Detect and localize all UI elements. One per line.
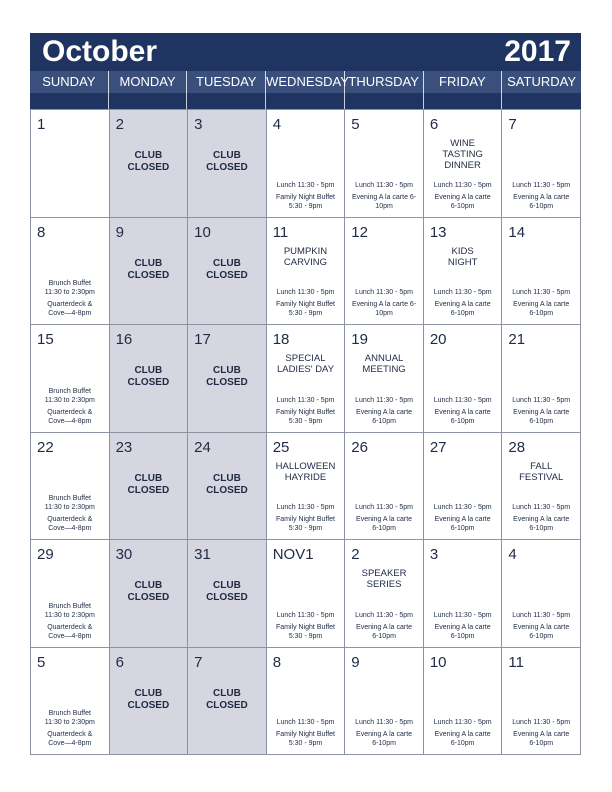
day-cell[interactable]	[31, 433, 110, 541]
club-closed-label: CLUB CLOSED	[206, 365, 248, 388]
day-number: 30	[115, 546, 133, 563]
dining-hours-line: Lunch 11:30 - 5pm	[433, 181, 492, 189]
day-number: 8	[37, 223, 46, 241]
dining-hours	[267, 608, 345, 641]
day-cell[interactable]	[31, 218, 110, 326]
dining-hours-line: Quarterdeck & Cove—4-8pm	[47, 731, 93, 747]
event-title: HALLOWEEN HAYRIDE	[275, 460, 336, 483]
dining-hours-line: Lunch 11:30 - 5pm	[433, 719, 492, 726]
day-number: 13	[429, 223, 447, 241]
day-cell[interactable]	[345, 433, 424, 541]
day-cell[interactable]	[424, 540, 503, 648]
dining-hours	[31, 384, 109, 426]
day-number: 23	[115, 438, 133, 456]
club-closed-label: CLUB CLOSED	[127, 472, 170, 496]
dining-hours	[424, 715, 502, 748]
day-cell[interactable]	[345, 540, 424, 648]
club-closed-label: CLUB CLOSED	[206, 257, 248, 281]
day-number: 29	[37, 546, 54, 563]
dining-hours-line: Lunch 11:30 - 5pm	[512, 396, 571, 404]
dining-hours-line: Lunch 11:30 - 5pm	[433, 504, 492, 511]
dining-hours-line: Evening A la carte 6-10pm	[513, 408, 570, 425]
day-number: 9	[351, 653, 360, 671]
club-closed-label: CLUB CLOSED	[127, 580, 170, 603]
day-number: 9	[115, 223, 124, 241]
dining-hours	[502, 608, 580, 641]
day-number: 25	[272, 438, 290, 456]
day-number: 12	[351, 223, 368, 241]
day-cell[interactable]	[31, 540, 110, 648]
dining-hours-line: Brunch Buffet 11:30 to 2:30pm	[44, 280, 95, 296]
dining-hours	[502, 715, 580, 748]
day-cell[interactable]	[424, 325, 503, 433]
day-cell-closed[interactable]	[110, 218, 189, 326]
dining-hours-line: Brunch Buffet 11:30 to 2:30pm	[44, 495, 95, 511]
dining-hours	[31, 706, 109, 748]
dining-hours-line: Lunch 11:30 - 5pm	[355, 504, 413, 511]
day-number: 22	[37, 438, 54, 456]
day-cell[interactable]	[424, 648, 503, 756]
year-title: 2017	[504, 35, 571, 68]
dining-hours	[345, 285, 423, 318]
day-cell[interactable]	[345, 648, 424, 756]
dining-hours-line: Family Night Buffet 5:30 - 9pm	[275, 731, 335, 747]
dining-hours-line: Lunch 11:30 - 5pm	[276, 181, 335, 189]
event-title: PUMPKIN CARVING	[283, 245, 328, 268]
club-closed-label: CLUB CLOSED	[206, 472, 248, 496]
day-cell[interactable]	[502, 540, 581, 648]
day-cell[interactable]	[31, 648, 110, 756]
event-title: SPEAKER SERIES	[361, 568, 407, 590]
day-cell-closed[interactable]	[110, 325, 189, 433]
weekday-saturday: SATURDAY	[507, 74, 576, 89]
dining-hours-line: Lunch 11:30 - 5pm	[512, 719, 571, 726]
day-number: 8	[272, 653, 282, 671]
dining-hours-line: Brunch Buffet 11:30 to 2:30pm	[44, 387, 95, 404]
weekday-tuesday: TUESDAY	[187, 71, 266, 93]
day-number: 18	[272, 331, 290, 348]
dining-hours-line: Evening A la carte 6-10pm	[434, 193, 491, 210]
club-closed-label: CLUB CLOSED	[206, 687, 248, 711]
dining-hours	[424, 500, 502, 533]
club-closed-label: CLUB CLOSED	[206, 580, 248, 603]
dining-hours	[345, 715, 423, 748]
day-cell[interactable]	[345, 110, 424, 218]
day-number: 27	[429, 438, 447, 456]
day-cell[interactable]	[424, 110, 503, 218]
dining-hours-line: Evening A la carte 6-10pm	[434, 301, 491, 317]
dining-hours-line: Evening A la carte 6-10pm	[351, 193, 417, 210]
day-cell-closed[interactable]	[110, 540, 189, 648]
day-number: 7	[194, 653, 203, 671]
dining-hours-line: Lunch 11:30 - 5pm	[355, 289, 413, 296]
day-cell[interactable]	[267, 648, 346, 756]
dining-hours-line: Family Night Buffet 5:30 - 9pm	[275, 408, 335, 425]
dining-hours	[31, 276, 109, 318]
day-cell-closed[interactable]	[188, 110, 267, 218]
day-number: 15	[37, 331, 54, 348]
dining-hours	[345, 178, 423, 211]
weekday-monday: MONDAY	[109, 71, 188, 93]
dining-hours	[424, 285, 502, 318]
dining-hours-line: Lunch 11:30 - 5pm	[433, 289, 492, 296]
day-cell[interactable]	[502, 433, 581, 541]
dining-hours-line: Family Night Buffet 5:30 - 9pm	[275, 516, 335, 532]
dining-hours-line: Quarterdeck & Cove—4-8pm	[47, 301, 93, 317]
day-number: 6	[115, 653, 124, 671]
dining-hours	[267, 393, 345, 426]
dining-hours-line: Evening A la carte 6-10pm	[356, 516, 413, 532]
dining-hours-line: Lunch 11:30 - 5pm	[512, 289, 571, 296]
dining-hours-line: Lunch 11:30 - 5pm	[276, 719, 335, 726]
day-cell[interactable]	[267, 325, 346, 433]
day-cell-closed[interactable]	[188, 648, 267, 756]
day-number: 26	[351, 438, 368, 456]
day-number: 2	[115, 116, 124, 133]
dining-hours	[424, 393, 502, 426]
dining-hours-line: Family Night Buffet 5:30 - 9pm	[275, 301, 335, 317]
dining-hours	[424, 178, 502, 211]
dining-hours-line: Quarterdeck & Cove—4-8pm	[47, 408, 93, 425]
dining-hours	[424, 608, 502, 641]
day-cell[interactable]	[502, 325, 581, 433]
band-divider	[30, 93, 109, 109]
dining-hours	[345, 500, 423, 533]
day-number: 14	[508, 223, 526, 241]
dining-hours-line: Evening A la carte 6-10pm	[356, 731, 413, 747]
dining-hours-line: Quarterdeck & Cove—4-8pm	[47, 623, 93, 640]
day-cell-closed[interactable]	[188, 325, 267, 433]
dining-hours	[345, 608, 423, 641]
day-number: 20	[429, 331, 447, 348]
dining-hours-line: Lunch 11:30 - 5pm	[512, 504, 571, 511]
club-closed-label: CLUB CLOSED	[127, 365, 170, 388]
day-number: 19	[351, 331, 368, 348]
day-number: 10	[194, 223, 211, 241]
dining-hours-line: Lunch 11:30 - 5pm	[355, 611, 413, 619]
day-number: 11	[508, 653, 524, 671]
dining-hours-line: Evening A la carte 6-10pm	[513, 516, 570, 532]
day-cell[interactable]	[267, 433, 346, 541]
day-number: NOV1	[272, 546, 314, 563]
dining-hours-line: Evening A la carte 6-10pm	[434, 516, 491, 532]
dining-hours-line: Family Night Buffet 5:30 - 9pm	[275, 193, 335, 210]
day-number: 7	[508, 116, 517, 133]
day-number: 31	[194, 546, 211, 563]
event-title: FALL FESTIVAL	[519, 460, 564, 483]
day-number: 4	[508, 546, 517, 563]
dining-hours-line: Evening A la carte 6-10pm	[513, 731, 570, 747]
dining-hours-line: Lunch 11:30 - 5pm	[276, 504, 335, 511]
dining-hours-line: Lunch 11:30 - 5pm	[512, 611, 571, 619]
calendar-grid	[30, 109, 581, 755]
dining-hours-line: Brunch Buffet 11:30 to 2:30pm	[44, 710, 95, 726]
dining-hours	[345, 393, 423, 426]
band-divider	[345, 93, 424, 109]
day-number: 11	[272, 223, 289, 241]
dining-hours-line: Evening A la carte 6-10pm	[513, 301, 570, 317]
weekday-sunday: SUNDAY	[30, 71, 109, 93]
event-title: SPECIAL LADIES' DAY	[276, 353, 335, 375]
dining-hours-line: Lunch 11:30 - 5pm	[433, 396, 492, 404]
weekday-header-row	[30, 71, 581, 93]
dining-hours-line: Lunch 11:30 - 5pm	[355, 396, 413, 404]
dining-hours-line: Evening A la carte 6-10pm	[356, 408, 413, 425]
band-divider	[109, 93, 188, 109]
dining-hours-line: Lunch 11:30 - 5pm	[276, 396, 335, 404]
day-number: 3	[194, 116, 203, 133]
event-title: ANNUAL MEETING	[362, 353, 406, 375]
dining-hours-line: Lunch 11:30 - 5pm	[512, 181, 571, 189]
event-title: KIDS NIGHT	[447, 245, 478, 268]
day-cell[interactable]	[502, 110, 581, 218]
dining-hours-line: Lunch 11:30 - 5pm	[355, 719, 413, 726]
day-number: 5	[351, 116, 360, 133]
day-number: 3	[429, 546, 439, 563]
day-number: 16	[115, 331, 133, 348]
day-cell[interactable]	[31, 325, 110, 433]
calendar-header	[30, 33, 581, 71]
dining-hours-line: Evening A la carte 6-10pm	[351, 301, 417, 317]
weekday-thursday: THURSDAY	[345, 71, 424, 93]
band-divider	[187, 93, 266, 109]
dining-hours	[31, 491, 109, 533]
dining-hours-line: Family Night Buffet 5:30 - 9pm	[275, 623, 335, 640]
day-cell[interactable]	[267, 540, 346, 648]
day-cell[interactable]	[502, 218, 581, 326]
day-cell[interactable]	[424, 433, 503, 541]
dining-hours-line: Evening A la carte 6-10pm	[434, 623, 491, 640]
day-cell-closed[interactable]	[188, 218, 267, 326]
club-closed-label: CLUB CLOSED	[127, 150, 170, 173]
day-number: 17	[194, 331, 211, 348]
dining-hours-line: Brunch Buffet 11:30 to 2:30pm	[44, 602, 95, 619]
day-cell-closed[interactable]	[110, 648, 189, 756]
day-cell-closed[interactable]	[110, 433, 189, 541]
day-cell[interactable]	[267, 218, 346, 326]
day-cell-closed[interactable]	[188, 433, 267, 541]
weekday-wednesday: WEDNESDAY	[266, 71, 345, 93]
day-number: 24	[194, 438, 211, 456]
day-cell[interactable]	[424, 218, 503, 326]
day-number: 28	[508, 438, 526, 456]
dining-hours	[502, 500, 580, 533]
club-closed-label: CLUB CLOSED	[127, 257, 170, 281]
dining-hours-line: Evening A la carte 6-10pm	[434, 731, 491, 747]
day-number: 4	[272, 116, 282, 133]
month-title: October	[42, 35, 158, 68]
day-cell[interactable]	[267, 110, 346, 218]
dining-hours-line: Lunch 11:30 - 5pm	[276, 611, 335, 619]
day-cell[interactable]	[345, 218, 424, 326]
dining-hours	[502, 285, 580, 318]
day-cell-closed[interactable]	[110, 110, 189, 218]
dining-hours-line: Lunch 11:30 - 5pm	[355, 181, 413, 189]
club-closed-label: CLUB CLOSED	[206, 150, 248, 173]
dining-hours	[31, 599, 109, 641]
dining-hours	[267, 285, 345, 318]
dining-hours-line: Evening A la carte 6-10pm	[356, 623, 413, 640]
day-number: 10	[429, 653, 447, 671]
event-title: WINE TASTING DINNER	[442, 138, 483, 171]
day-number: 21	[508, 331, 526, 348]
day-number: 6	[429, 116, 439, 133]
day-cell[interactable]	[31, 110, 110, 218]
day-number: 5	[37, 653, 46, 671]
band-divider	[502, 93, 581, 109]
day-cell[interactable]	[502, 648, 581, 756]
day-cell[interactable]	[345, 325, 424, 433]
band-divider	[424, 93, 503, 109]
day-number: 2	[351, 546, 360, 563]
dining-hours-line: Lunch 11:30 - 5pm	[276, 289, 335, 296]
weekday-friday: FRIDAY	[424, 71, 503, 93]
dining-hours-line: Quarterdeck & Cove—4-8pm	[47, 516, 93, 532]
dining-hours-line: Lunch 11:30 - 5pm	[433, 611, 492, 619]
header-band	[30, 93, 581, 109]
day-cell-closed[interactable]	[188, 540, 267, 648]
dining-hours	[267, 715, 345, 748]
dining-hours-line: Evening A la carte 6-10pm	[434, 408, 491, 425]
day-number: 1	[37, 116, 46, 133]
band-divider	[266, 93, 345, 109]
dining-hours-line: Evening A la carte 6-10pm	[513, 623, 570, 640]
dining-hours	[267, 500, 345, 533]
dining-hours	[502, 178, 580, 211]
dining-hours-line: Evening A la carte 6-10pm	[513, 193, 570, 210]
dining-hours	[267, 178, 345, 211]
dining-hours	[502, 393, 580, 426]
club-closed-label: CLUB CLOSED	[127, 687, 170, 711]
